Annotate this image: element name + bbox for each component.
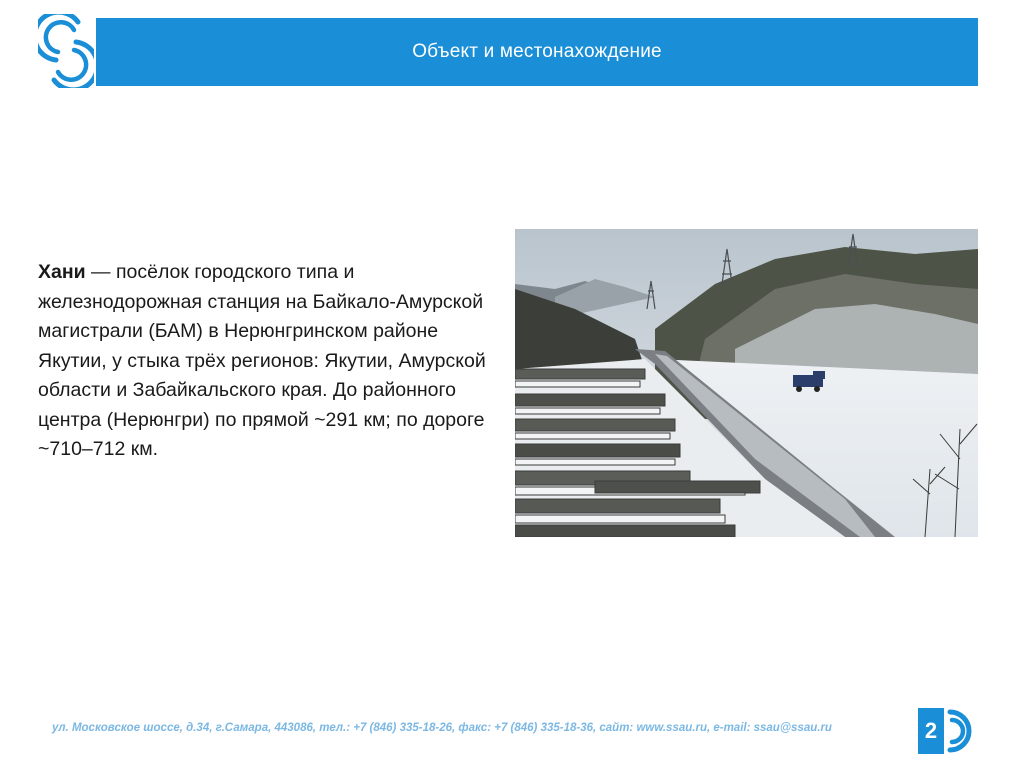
description-text <box>38 258 508 465</box>
description-body: — посёлок городского типа и железнодорожная станция на Байкало-Амурской магистрали (БАМ) в Нерюнгринском районе Якутии, у стыка трёх регионов: Якутии, Амурской области и Забайкальского края. До районного центра (Нерюнгри) по прямой ~291 км; по дороге ~710–712 км. <box>38 261 486 460</box>
university-logo-icon <box>38 14 94 88</box>
slide-title: Объект и местонахождение <box>412 41 662 62</box>
footer-logo-icon <box>946 706 982 756</box>
page-number: 2 <box>918 708 944 754</box>
landscape-photo <box>515 229 978 537</box>
header-bar <box>96 18 978 86</box>
footer-contact: ул. Московское шоссе, д.34, г.Самара, 443086, тел.: +7 (846) 335-18-26, факс: +7 (846) 335-18-36, сайт: www.ssau.ru, e-mail: ssau@ssau.ru <box>52 722 832 734</box>
term-bold: Хани <box>38 261 86 283</box>
